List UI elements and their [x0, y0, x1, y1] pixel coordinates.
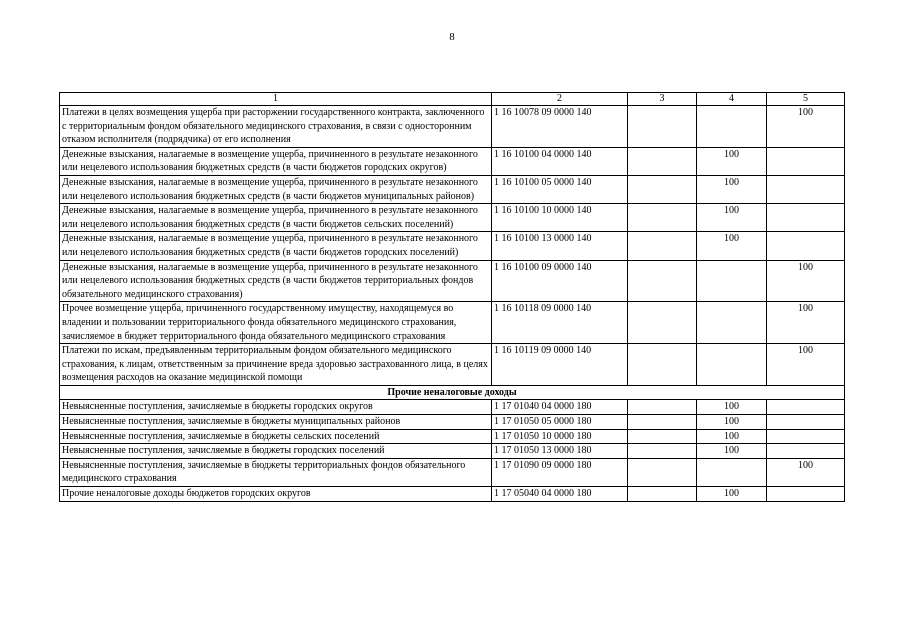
column-header-3: 3	[628, 93, 697, 106]
column-5-cell: 100	[767, 302, 845, 344]
budget-code-cell: 1 17 05040 04 0000 180	[492, 487, 628, 502]
table-row	[60, 429, 845, 444]
column-5-cell	[767, 175, 845, 203]
column-5-cell: 100	[767, 458, 845, 486]
table-row	[60, 204, 845, 232]
column-3-cell	[628, 487, 697, 502]
column-3-cell	[628, 344, 697, 386]
revenue-name-cell: Невыясненные поступления, зачисляемые в бюджеты территориальных фондов обязательного медицинского страхования	[60, 458, 492, 486]
table-row	[60, 260, 845, 302]
column-5-cell: 100	[767, 260, 845, 302]
revenue-name-cell: Невыясненные поступления, зачисляемые в бюджеты муниципальных районов	[60, 415, 492, 430]
table-row	[60, 232, 845, 260]
column-5-cell	[767, 204, 845, 232]
column-4-cell: 100	[697, 175, 767, 203]
section-title: Прочие неналоговые доходы	[60, 385, 845, 400]
column-3-cell	[628, 106, 697, 148]
column-5-cell: 100	[767, 344, 845, 386]
column-4-cell	[697, 458, 767, 486]
revenue-name-cell: Платежи по искам, предъявленным территориальным фондом обязательного медицинского страхования, к лицам, ответственным за причинение вреда здоровью застрахованного лица, в целях возмещения расходов на оказание медицинской помощи	[60, 344, 492, 386]
budget-code-cell: 1 16 10100 05 0000 140	[492, 175, 628, 203]
column-4-cell: 100	[697, 429, 767, 444]
column-4-cell: 100	[697, 400, 767, 415]
column-3-cell	[628, 458, 697, 486]
revenue-name-cell: Платежи в целях возмещения ущерба при расторжении государственного контракта, заключенного с территориальным фондом обязательного медицинского страхования, в связи с односторонним отказом исполнителя (подрядчика) от его исполнения	[60, 106, 492, 148]
budget-code-cell: 1 16 10118 09 0000 140	[492, 302, 628, 344]
budget-code-cell: 1 17 01050 05 0000 180	[492, 415, 628, 430]
revenue-allocation-table	[59, 92, 845, 502]
column-4-cell: 100	[697, 444, 767, 459]
column-header-2: 2	[492, 93, 628, 106]
column-3-cell	[628, 147, 697, 175]
column-3-cell	[628, 415, 697, 430]
column-3-cell	[628, 232, 697, 260]
column-4-cell	[697, 302, 767, 344]
budget-code-cell: 1 17 01050 10 0000 180	[492, 429, 628, 444]
column-4-cell: 100	[697, 415, 767, 430]
budget-code-cell: 1 17 01040 04 0000 180	[492, 400, 628, 415]
budget-code-cell: 1 17 01050 13 0000 180	[492, 444, 628, 459]
table-row	[60, 415, 845, 430]
table-row	[60, 147, 845, 175]
table-row	[60, 344, 845, 386]
table-row	[60, 175, 845, 203]
column-4-cell: 100	[697, 232, 767, 260]
table-row	[60, 487, 845, 502]
column-5-cell	[767, 147, 845, 175]
column-5-cell	[767, 232, 845, 260]
revenue-name-cell: Денежные взыскания, налагаемые в возмещение ущерба, причиненного в результате незаконного или нецелевого использования бюджетных средств (в части бюджетов сельских поселений)	[60, 204, 492, 232]
column-header-4: 4	[697, 93, 767, 106]
budget-code-cell: 1 16 10100 10 0000 140	[492, 204, 628, 232]
column-3-cell	[628, 444, 697, 459]
column-3-cell	[628, 400, 697, 415]
budget-code-cell: 1 17 01090 09 0000 180	[492, 458, 628, 486]
column-header-1: 1	[60, 93, 492, 106]
revenue-name-cell: Прочие неналоговые доходы бюджетов городских округов	[60, 487, 492, 502]
revenue-name-cell: Невыясненные поступления, зачисляемые в бюджеты городских округов	[60, 400, 492, 415]
column-3-cell	[628, 204, 697, 232]
table-body	[60, 106, 845, 502]
table-row	[60, 106, 845, 148]
page-number: 8	[449, 31, 455, 43]
column-4-cell: 100	[697, 487, 767, 502]
revenue-name-cell: Невыясненные поступления, зачисляемые в бюджеты сельских поселений	[60, 429, 492, 444]
column-3-cell	[628, 260, 697, 302]
column-3-cell	[628, 302, 697, 344]
revenue-name-cell: Денежные взыскания, налагаемые в возмещение ущерба, причиненного в результате незаконного или нецелевого использования бюджетных средств (в части бюджетов территориальных фондов обязательного медицинского страхования)	[60, 260, 492, 302]
column-5-cell: 100	[767, 106, 845, 148]
budget-code-cell: 1 16 10119 09 0000 140	[492, 344, 628, 386]
budget-code-cell: 1 16 10100 09 0000 140	[492, 260, 628, 302]
column-header-5: 5	[767, 93, 845, 106]
column-3-cell	[628, 429, 697, 444]
column-5-cell	[767, 444, 845, 459]
column-5-cell	[767, 429, 845, 444]
revenue-name-cell: Невыясненные поступления, зачисляемые в бюджеты городских поселений	[60, 444, 492, 459]
revenue-name-cell: Денежные взыскания, налагаемые в возмещение ущерба, причиненного в результате незаконного или нецелевого использования бюджетных средств (в части бюджетов городских округов)	[60, 147, 492, 175]
table-row	[60, 400, 845, 415]
budget-code-cell: 1 16 10100 04 0000 140	[492, 147, 628, 175]
column-5-cell	[767, 487, 845, 502]
budget-code-cell: 1 16 10100 13 0000 140	[492, 232, 628, 260]
column-4-cell	[697, 106, 767, 148]
section-header-row	[60, 385, 845, 400]
revenue-name-cell: Денежные взыскания, налагаемые в возмещение ущерба, причиненного в результате незаконного или нецелевого использования бюджетных средств (в части бюджетов муниципальных районов)	[60, 175, 492, 203]
column-4-cell	[697, 344, 767, 386]
revenue-name-cell: Денежные взыскания, налагаемые в возмещение ущерба, причиненного в результате незаконного или нецелевого использования бюджетных средств (в части бюджетов городских поселений)	[60, 232, 492, 260]
column-4-cell: 100	[697, 147, 767, 175]
table-row	[60, 444, 845, 459]
column-5-cell	[767, 415, 845, 430]
revenue-name-cell: Прочее возмещение ущерба, причиненного государственному имуществу, находящемуся во владении и пользовании территориального фонда обязательного медицинского страхования, зачисляемое в бюджет территориального фонда обязательного медицинского страхования	[60, 302, 492, 344]
table-row	[60, 458, 845, 486]
column-4-cell: 100	[697, 204, 767, 232]
column-5-cell	[767, 400, 845, 415]
column-4-cell	[697, 260, 767, 302]
table-row	[60, 302, 845, 344]
header-row	[60, 93, 845, 106]
budget-code-cell: 1 16 10078 09 0000 140	[492, 106, 628, 148]
column-3-cell	[628, 175, 697, 203]
